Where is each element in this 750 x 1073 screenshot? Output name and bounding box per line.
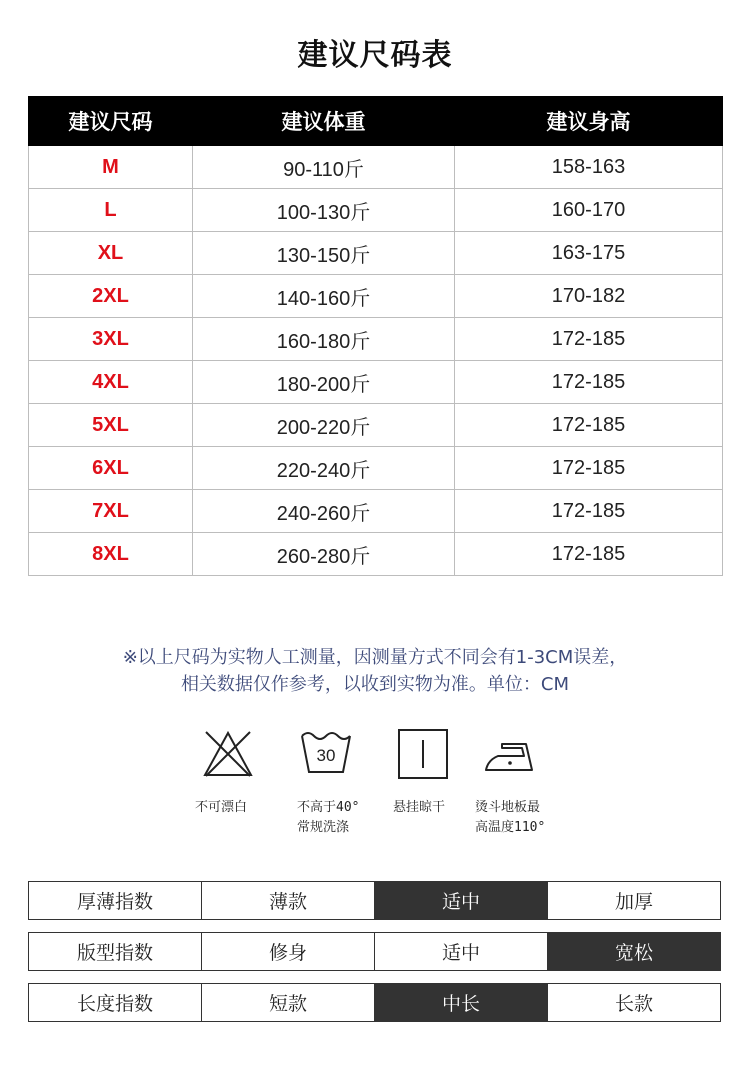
index-label: 版型指数	[29, 933, 202, 971]
iron-label	[475, 798, 545, 838]
index-option: 适中	[375, 882, 548, 920]
height-cell: 172-185	[455, 404, 723, 447]
wash-label-line2: 常规洗涤	[297, 820, 350, 835]
wash-label	[297, 798, 359, 838]
table-row	[29, 146, 723, 189]
size-cell: 5XL	[29, 404, 193, 447]
height-cell: 172-185	[455, 318, 723, 361]
column-header-size: 建议尺码	[29, 97, 193, 146]
hang-dry-icon	[397, 728, 449, 780]
index-option: 中长	[375, 984, 548, 1022]
index-option: 修身	[202, 933, 375, 971]
size-cell: 8XL	[29, 533, 193, 576]
index-option: 长款	[548, 984, 721, 1022]
height-cell: 172-185	[455, 533, 723, 576]
index-row	[29, 984, 721, 1022]
wash-temp-text: 30	[316, 746, 336, 765]
table-row	[29, 189, 723, 232]
no-bleach-label: 不可漂白	[195, 800, 248, 815]
hang-dry-label: 悬挂晾干	[393, 800, 446, 815]
index-option: 薄款	[202, 882, 375, 920]
size-cell: XL	[29, 232, 193, 275]
weight-cell: 90-110斤	[193, 146, 455, 189]
iron-icon	[482, 732, 538, 776]
weight-cell: 130-150斤	[193, 232, 455, 275]
length-index-table	[28, 983, 721, 1022]
weight-cell: 200-220斤	[193, 404, 455, 447]
weight-cell: 140-160斤	[193, 275, 455, 318]
wash-label-line1: 不高于40°	[297, 800, 360, 815]
table-row	[29, 533, 723, 576]
wash-30-icon	[299, 728, 353, 776]
index-option: 短款	[202, 984, 375, 1022]
size-cell: M	[29, 146, 193, 189]
weight-cell: 240-260斤	[193, 490, 455, 533]
index-row	[29, 933, 721, 971]
iron-label-line2: 高温度110°	[475, 820, 546, 835]
index-label: 厚薄指数	[29, 882, 202, 920]
size-cell: 2XL	[29, 275, 193, 318]
iron-label-line1: 烫斗地板最	[475, 800, 541, 815]
size-cell: 3XL	[29, 318, 193, 361]
measurement-note-line1: ※以上尺码为实物人工测量，因测量方式不同会有1-3CM误差，	[122, 647, 628, 668]
height-cell: 170-182	[455, 275, 723, 318]
size-cell: 7XL	[29, 490, 193, 533]
table-row	[29, 232, 723, 275]
index-option: 适中	[375, 933, 548, 971]
index-row	[29, 882, 721, 920]
height-cell: 158-163	[455, 146, 723, 189]
weight-cell: 260-280斤	[193, 533, 455, 576]
size-chart-table	[28, 96, 723, 576]
column-header-height: 建议身高	[455, 97, 723, 146]
height-cell: 172-185	[455, 447, 723, 490]
weight-cell: 160-180斤	[193, 318, 455, 361]
height-cell: 160-170	[455, 189, 723, 232]
table-row	[29, 404, 723, 447]
measurement-note-line2: 相关数据仅作参考，以收到实物为准。单位：CM	[180, 674, 570, 695]
table-row	[29, 361, 723, 404]
no-bleach-icon	[200, 728, 256, 780]
table-row	[29, 275, 723, 318]
thickness-index-table	[28, 881, 721, 920]
page-title: 建议尺码表	[297, 38, 453, 73]
index-option: 宽松	[548, 933, 721, 971]
weight-cell: 220-240斤	[193, 447, 455, 490]
size-cell: 4XL	[29, 361, 193, 404]
table-row	[29, 447, 723, 490]
height-cell: 172-185	[455, 490, 723, 533]
size-cell: 6XL	[29, 447, 193, 490]
height-cell: 172-185	[455, 361, 723, 404]
fit-index-table	[28, 932, 721, 971]
column-header-weight: 建议体重	[193, 97, 455, 146]
size-chart-header-row	[29, 97, 723, 146]
table-row	[29, 490, 723, 533]
weight-cell: 180-200斤	[193, 361, 455, 404]
index-option: 加厚	[548, 882, 721, 920]
size-cell: L	[29, 189, 193, 232]
index-label: 长度指数	[29, 984, 202, 1022]
weight-cell: 100-130斤	[193, 189, 455, 232]
table-row	[29, 318, 723, 361]
height-cell: 163-175	[455, 232, 723, 275]
